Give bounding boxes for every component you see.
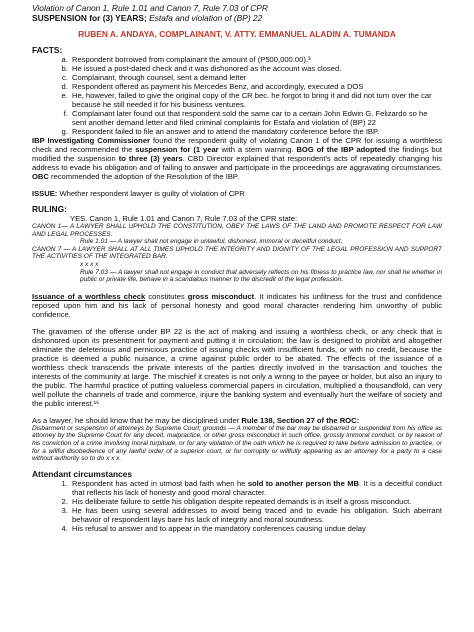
list-item: 4. His refusal to answer and to appear in the mandatory conferences causing undue delay	[70, 524, 442, 533]
canon-7: CANON 7 — A LAWYER SHALL AT ALL TIMES UPHOLD THE INTEGRITY AND DIGNITY OF THE LEGAL PROFESSION AND SUPPORT THE ACTIVITIES OF THE INTEGRATED BAR.	[32, 245, 442, 261]
item-text: Respondent has acted in utmost bad faith when he	[72, 478, 248, 488]
ibp-commissioner: IBP Investigating Commissioner	[32, 136, 150, 145]
list-item: b. He issued a post-dated check and it was dishonored as the account was closed.	[70, 64, 442, 73]
ruling-text: As a lawyer, he should know that he may be disciplined under	[32, 415, 242, 425]
ruling-text: . It indicates his unfitness for the trust and confidence reposed upon him and his lack of personal honesty and good moral character rendering him unworthy of public confidence.	[32, 291, 443, 319]
ibp-text: the findings but modified the suspension	[32, 145, 442, 163]
facts-heading: FACTS:	[32, 45, 63, 55]
list-item: 2. His deliberate failure to settle his obligation despite repeated demands is in itself a gross misconduct.	[70, 497, 442, 506]
ruling-text: constitutes	[145, 291, 188, 301]
item-text: . It is a deceitful conduct that reflects his lack of honesty and good moral character.	[72, 478, 442, 497]
list-item: c. Complainant, through counsel, sent a demand letter	[70, 73, 442, 82]
case-title: RUBEN A. ANDAYA, COMPLAINANT, V. ATTY. EMMANUEL ALADIN A. TUMANDA	[78, 29, 396, 39]
penalty-text: SUSPENSION for (3) YEARS;	[32, 12, 147, 23]
list-item	[70, 479, 442, 497]
ibp-obc: OBC	[32, 172, 49, 181]
item-emphasis: sold to another person the MB	[247, 478, 360, 488]
ibp-text: recommended the adoption of the Resolution of the IBP.	[48, 172, 240, 181]
rule-7-03: Rule 7.03 — A lawyer shall not engage in conduct that adversely reflects on his fitness to practice law, nor shall he whether in public or private life, behave in a scandalous manner to the discredit of the legal profession.	[80, 268, 442, 284]
ibp-findings	[32, 136, 442, 181]
ruling-intro: YES. Canon 1, Rule 1.01 and Canon 7, Rule 7.03 of the CPR state:	[70, 214, 298, 223]
list-item: f. Complainant later found out that respondent sold the same car to a certain John Edwin G. Felizardo so he sent another demand letter and filed criminal complaints for Estafa and violation of (BP) 22	[70, 109, 442, 127]
list-item: 3. He has been using several addresses to avoid being traced and to evade his obligation. Such aberrant behavior of respondent lays bare his lack of integrity and moral soundness.	[70, 506, 442, 524]
gross-misconduct-term: gross misconduct	[187, 291, 255, 301]
issue-label: ISSUE:	[32, 189, 58, 198]
issue-text: Whether respondent lawyer is guilty of violation of CPR	[57, 189, 245, 198]
ellipsis: x x x x	[80, 260, 99, 268]
header-penalty	[32, 14, 442, 24]
rule-138-text: Disbarment or suspension of attorneys by Supreme Court; grounds — A member of the bar may be disbarred or suspended from his office as attorney by the Supreme Court for any deceit, malpractice, or other gross misconduct in such office, grossly immoral conduct, or by reason of his conviction of a crime involving moral turpitude, or for any violation of the oath which he is required to take before admission to practice, or for a willful disobedience of any lawful order of a superior court, or for corruptly or willfully appearing as an attorney for a party to a case without authority so to do x x x.	[32, 424, 442, 463]
canon-1: CANON 1— A LAWYER SHALL UPHOLD THE CONSTITUTION, OBEY THE LAWS OF THE LAND AND PROMOTE RESPECT FOR LAW AND LEGAL PROCESSES.	[32, 223, 442, 238]
list-item: a. Respondent borrowed from complainant the amount of (P500,000.00).³	[70, 55, 442, 64]
ruling-paragraph-3	[32, 416, 442, 425]
header-violation: Violation of Canon 1, Rule 1.01 and Canon 7, Rule 7.03 of CPR	[32, 3, 268, 13]
ibp-bog: BOG of the IBP adopted	[296, 145, 386, 154]
attendant-list	[32, 479, 442, 533]
ibp-three-years: to three (3) years	[118, 154, 183, 163]
ibp-suspension: suspension for (1 year	[135, 145, 219, 154]
ruling-heading: RULING:	[32, 204, 67, 214]
ibp-text: found the respondent guilty of violating Canon 1 of the CPR for issuing a worthless check and recommended the	[32, 136, 442, 154]
rule-1-01: Rule 1.01 — A lawyer shall not engage in unlawful, dishonest, immoral or deceitful conduct.	[80, 238, 343, 246]
ruling-paragraph-1	[32, 292, 442, 319]
list-item: e. He, however, failed to give the original copy of the CR bec. he forgot to bring it and did not turn over the car because he still needed it for his business ventures.	[70, 91, 442, 109]
list-item: d. Respondent offered as payment his Mercedes Benz, and accordingly, executed a DOS	[70, 82, 442, 91]
facts-list	[32, 55, 442, 136]
rule-138-reference: Rule 138, Section 27 of the ROC:	[241, 415, 360, 425]
worthless-check-term: Issuance of a worthless check	[32, 291, 146, 301]
list-item: g. Respondent failed to file an answer and to attend the mandatory conference before the IBP.	[70, 127, 442, 136]
ruling-paragraph-2: The gravamen of the offense under BP 22 is the act of making and issuing a worthless check, or any check that is dishonored upon its presentment for payment and putting it in circulation; the law is designed to prohibit and altogether eliminate the deleterious and pernicious practice of issuing checks with insufficient funds, or with no credit, because the practice is deemed a public nuisance, a crime against public order to be abated. The effects of the issuance of a worthless check transcends the private interests of the parties directly involved in the transaction and touches the interests of the community at large. The mischief it creates is not only a wrong to the payee or holder, but also an injury to the public. The harmful practice of putting valueless commercial papers in circulation, multiplied a thousandfold, can very well pollute the channels of trade and commerce, injure the banking system and eventually hurt the welfare of society and the public interest.¹⁶	[32, 326, 442, 408]
ibp-text: . CBD Director explained that respondent's acts of repeatedly changing his address to evade his obligation and of failing to answer and participate in the proceedings are aggravating circumstances.	[32, 154, 442, 172]
ibp-text: with a stern warning.	[218, 145, 297, 154]
offense-text: Estafa and violation of (BP) 22	[146, 12, 263, 23]
attendant-heading: Attendant circumstances	[32, 468, 133, 479]
issue-line	[32, 189, 442, 198]
